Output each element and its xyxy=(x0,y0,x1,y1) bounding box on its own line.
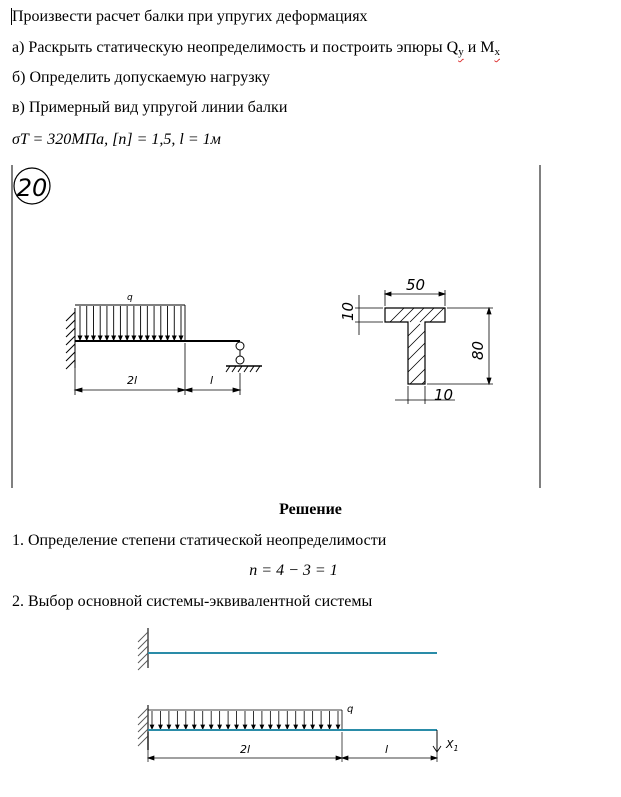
load-arrow-head xyxy=(98,336,102,340)
fixed-wall xyxy=(66,308,75,369)
load-arrow-head xyxy=(92,336,96,340)
given-formula: σT = 320МПа, [n] = 1,5, l = 1м xyxy=(12,131,221,148)
load-arrow-head xyxy=(269,725,273,729)
load-arrow-head xyxy=(209,725,213,729)
solution-heading: Решение xyxy=(279,501,342,518)
load-arrow-head xyxy=(226,725,230,729)
pin-support xyxy=(226,342,262,372)
load-arrow-head xyxy=(132,336,136,340)
load-arrow-head xyxy=(139,336,143,340)
equivalent-dimensions xyxy=(148,732,437,762)
solution-step-2: 2. Выбор основной системы-эквивалентной системы xyxy=(12,593,373,610)
solution-step-1: 1. Определение степени статической неопределимости xyxy=(12,532,387,549)
load-arrow-head xyxy=(146,336,150,340)
load-arrow-head xyxy=(167,725,171,729)
load-arrow-head xyxy=(112,336,116,340)
section-flange: 10 xyxy=(339,301,357,321)
equivalent-wall xyxy=(138,705,148,750)
load-arrow-head xyxy=(235,725,239,729)
load-arrow-head xyxy=(302,725,306,729)
load-arrow-head xyxy=(277,725,281,729)
load-arrow-head xyxy=(78,336,82,340)
load-arrow-head xyxy=(311,725,315,729)
task-item-c: в) Примерный вид упругой линии балки xyxy=(12,99,288,116)
load-arrow-head xyxy=(166,336,170,340)
load-arrow-head xyxy=(218,725,222,729)
section-width: 50 xyxy=(406,276,426,294)
t-section xyxy=(385,308,445,384)
load-arrow-head xyxy=(252,725,256,729)
basic-system-figure xyxy=(0,620,621,795)
problem-figure xyxy=(0,160,621,495)
task-item-b: б) Определить допускаемую нагрузку xyxy=(12,69,271,86)
span-label-left: 2l xyxy=(127,374,138,387)
variant-number: 20 xyxy=(16,174,48,202)
load-arrow-head xyxy=(260,725,264,729)
basic-wall xyxy=(138,628,148,670)
load-arrow-head xyxy=(319,725,323,729)
equivalent-load-label: q xyxy=(347,704,354,715)
load-arrow-head xyxy=(119,336,123,340)
load-arrow-head xyxy=(328,725,332,729)
section-height: 80 xyxy=(469,340,487,360)
section-web: 10 xyxy=(434,386,454,404)
load-arrow-head xyxy=(184,725,188,729)
load-arrow-head xyxy=(172,336,176,340)
load-arrow-head xyxy=(159,725,163,729)
distributed-load xyxy=(75,305,185,341)
load-arrow-head xyxy=(152,336,156,340)
load-arrow-head xyxy=(285,725,289,729)
load-arrow-head xyxy=(201,725,205,729)
load-arrow-head xyxy=(179,336,183,340)
load-arrow-head xyxy=(243,725,247,729)
formula-n: n = 4 − 3 = 1 xyxy=(249,562,338,579)
equivalent-span-right: l xyxy=(385,743,389,756)
load-arrow-head xyxy=(294,725,298,729)
load-arrow-head xyxy=(105,336,109,340)
task-title: Произвести расчет балки при упругих деформациях xyxy=(12,8,368,25)
load-arrow-head xyxy=(336,725,340,729)
task-item-a: а) Раскрыть статическую неопределимость и построить эпюры $Q_y$ и $M_x$ xyxy=(12,39,500,58)
span-dimensions xyxy=(75,343,240,395)
load-arrow-head xyxy=(159,336,163,340)
load-arrow-head xyxy=(125,336,129,340)
load-label: q xyxy=(127,293,133,303)
unknown-force-label: $X_1$ xyxy=(446,738,459,753)
equivalent-span-left: 2l xyxy=(240,743,251,756)
load-arrow-head xyxy=(150,725,154,729)
equivalent-load xyxy=(148,710,342,730)
load-arrow-head xyxy=(85,336,89,340)
load-arrow-head xyxy=(176,725,180,729)
load-arrow-head xyxy=(192,725,196,729)
span-label-right: l xyxy=(210,374,214,387)
